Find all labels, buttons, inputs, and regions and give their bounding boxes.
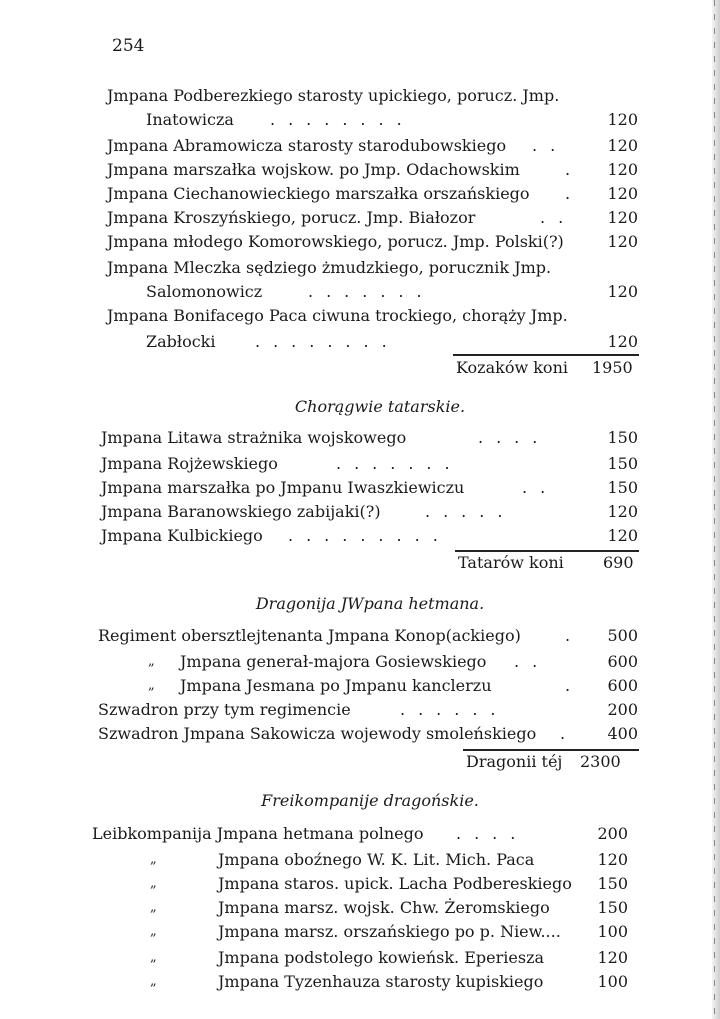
leader-dots: .	[565, 626, 584, 645]
leader-dots: .	[560, 724, 579, 743]
entry-text: Jmpana marszałka wojskow. po Jmp. Odachowskim	[107, 160, 520, 179]
section-heading: Freikompanije dragońskie.	[261, 791, 479, 810]
section-total-value: 1950	[592, 358, 633, 377]
section-total-label: Dragonii téj	[466, 752, 563, 771]
list-item	[0, 134, 720, 158]
list-item	[0, 206, 720, 230]
entry-value: 500	[607, 626, 638, 645]
entry-value: 120	[607, 110, 638, 129]
entry-value: 150	[607, 454, 638, 473]
ditto-mark: „	[150, 924, 157, 939]
list-item	[0, 624, 720, 648]
list-item	[0, 946, 720, 970]
entry-text: Jmpana generał-majora Gosiewskiego	[180, 652, 487, 671]
ditto-mark: „	[150, 852, 157, 867]
entry-text: Leibkompanija Jmpana hetmana polnego	[92, 824, 424, 843]
entry-value: 200	[607, 700, 638, 719]
entry-text: Jmpana Ciechanowieckiego marszałka orszańskiego	[107, 184, 530, 203]
leader-dots: .	[565, 184, 584, 203]
entry-text: Jmpana Baranowskiego zabijaki(?)	[101, 502, 381, 521]
leader-dots: .....	[425, 502, 516, 521]
entry-text: Jmpana Kulbickiego	[101, 526, 263, 545]
leader-dots: .......	[336, 454, 463, 473]
leader-dots: .........	[288, 526, 451, 545]
entry-text: Jmpana Tyzenhauza starosty kupiskiego	[218, 972, 544, 991]
list-item	[0, 426, 720, 450]
entry-value: 150	[607, 428, 638, 447]
entry-value: 200	[597, 824, 628, 843]
list-item	[0, 108, 720, 132]
list-item	[0, 230, 720, 254]
entry-text: Szwadron Jmpana Sakowicza wojewody smoleńskiego	[98, 724, 537, 743]
entry-text: Jmpana młodego Komorowskiego, porucz. Jmp. Polski(?)	[107, 232, 564, 251]
ditto-mark: „	[148, 678, 155, 693]
list-item	[0, 722, 720, 746]
total-rule	[453, 354, 639, 356]
entry-value: 100	[597, 922, 628, 941]
list-item	[0, 84, 720, 108]
ditto-mark: „	[150, 900, 157, 915]
ditto-mark: „	[150, 876, 157, 891]
entry-value: 120	[607, 160, 638, 179]
entry-value: 120	[607, 208, 638, 227]
list-item	[0, 500, 720, 524]
entry-value: 150	[607, 478, 638, 497]
list-item	[0, 476, 720, 500]
entry-text: Regiment obersztlejtenanta Jmpana Konop(ackiego)	[98, 626, 521, 645]
entry-value: 120	[607, 502, 638, 521]
entry-value: 600	[607, 676, 638, 695]
ditto-mark: „	[150, 950, 157, 965]
entry-value: 150	[597, 898, 628, 917]
list-item	[0, 698, 720, 722]
section-total-value: 690	[603, 553, 634, 572]
total-rule	[455, 550, 639, 552]
list-item	[0, 304, 720, 328]
section-heading: Dragonija JWpana hetmana.	[255, 594, 485, 613]
leader-dots: .......	[308, 282, 435, 301]
entry-text: Jmpana podstolego kowieńsk. Eperiesza	[218, 948, 545, 967]
ditto-mark: „	[148, 654, 155, 669]
entry-value: 120	[607, 282, 638, 301]
entry-value: 120	[607, 332, 638, 351]
entry-value: 600	[607, 652, 638, 671]
entry-value: 400	[607, 724, 638, 743]
entry-continuation: Zabłocki	[146, 332, 216, 351]
list-item	[0, 280, 720, 304]
entry-continuation: Salomonowicz	[146, 282, 263, 301]
entry-text: Jmpana Kroszyńskiego, porucz. Jmp. Białozor	[107, 208, 476, 227]
entry-text: Jmpana marsz. orszańskiego po p. Niew....	[218, 922, 561, 941]
entry-text: Jmpana staros. upick. Lacha Podbereskiego	[218, 874, 572, 893]
leader-dots: ..	[522, 478, 559, 497]
list-item	[0, 848, 720, 872]
list-item	[0, 256, 720, 280]
leader-dots: ....	[456, 824, 529, 843]
list-item	[0, 158, 720, 182]
entry-value: 100	[597, 972, 628, 991]
entry-continuation: Inatowicza	[146, 110, 234, 129]
ditto-mark: „	[150, 974, 157, 989]
leader-dots: ......	[400, 700, 509, 719]
entry-value: 120	[597, 948, 628, 967]
list-item	[0, 896, 720, 920]
list-item	[0, 650, 720, 674]
page-number: 254	[112, 36, 145, 56]
leader-dots: ..	[540, 208, 577, 227]
section-total-value: 2300	[580, 752, 621, 771]
list-item	[0, 330, 720, 354]
entry-value: 120	[597, 850, 628, 869]
entry-text: Jmpana marsz. wojsk. Chw. Żeromskiego	[218, 898, 550, 917]
entry-text: Jmpana Podberezkiego starosty upickiego, porucz. Jmp.	[107, 86, 560, 105]
entry-value: 120	[607, 232, 638, 251]
list-item	[0, 674, 720, 698]
list-item	[0, 872, 720, 896]
entry-text: Jmpana Abramowicza starosty starodubowskiego	[107, 136, 507, 155]
section-heading: Chorągwie tatarskie.	[294, 397, 466, 416]
entry-text: Jmpana oboźnego W. K. Lit. Mich. Paca	[218, 850, 535, 869]
list-item	[0, 452, 720, 476]
section-total-label: Tatarów koni	[458, 553, 564, 572]
entry-value: 120	[607, 526, 638, 545]
entry-text: Jmpana Bonifacego Paca ciwuna trockiego, chorąży Jmp.	[107, 306, 568, 325]
leader-dots: ........	[255, 332, 400, 351]
leader-dots: .	[565, 676, 584, 695]
entry-text: Jmpana Litawa strażnika wojskowego	[101, 428, 407, 447]
entry-text: Jmpana Mleczka sędziego żmudzkiego, porucznik Jmp.	[107, 258, 552, 277]
leader-dots: ..	[532, 136, 569, 155]
leader-dots: ....	[478, 428, 551, 447]
leader-dots: ........	[270, 110, 415, 129]
list-item	[0, 920, 720, 944]
entry-text: Jmpana Jesmana po Jmpanu kanclerzu	[180, 676, 492, 695]
entry-text: Szwadron przy tym regimencie	[98, 700, 351, 719]
total-rule	[463, 749, 639, 751]
entry-value: 150	[597, 874, 628, 893]
entry-text: Jmpana Rojżewskiego	[101, 454, 278, 473]
section-total-label: Kozaków koni	[456, 358, 568, 377]
list-item	[0, 822, 720, 846]
entry-value: 120	[607, 136, 638, 155]
leader-dots: ..	[514, 652, 551, 671]
entry-text: Jmpana marszałka po Jmpanu Iwaszkiewiczu	[101, 478, 465, 497]
entry-value: 120	[607, 184, 638, 203]
list-item	[0, 182, 720, 206]
list-item	[0, 524, 720, 548]
leader-dots: .	[565, 160, 584, 179]
list-item	[0, 970, 720, 994]
